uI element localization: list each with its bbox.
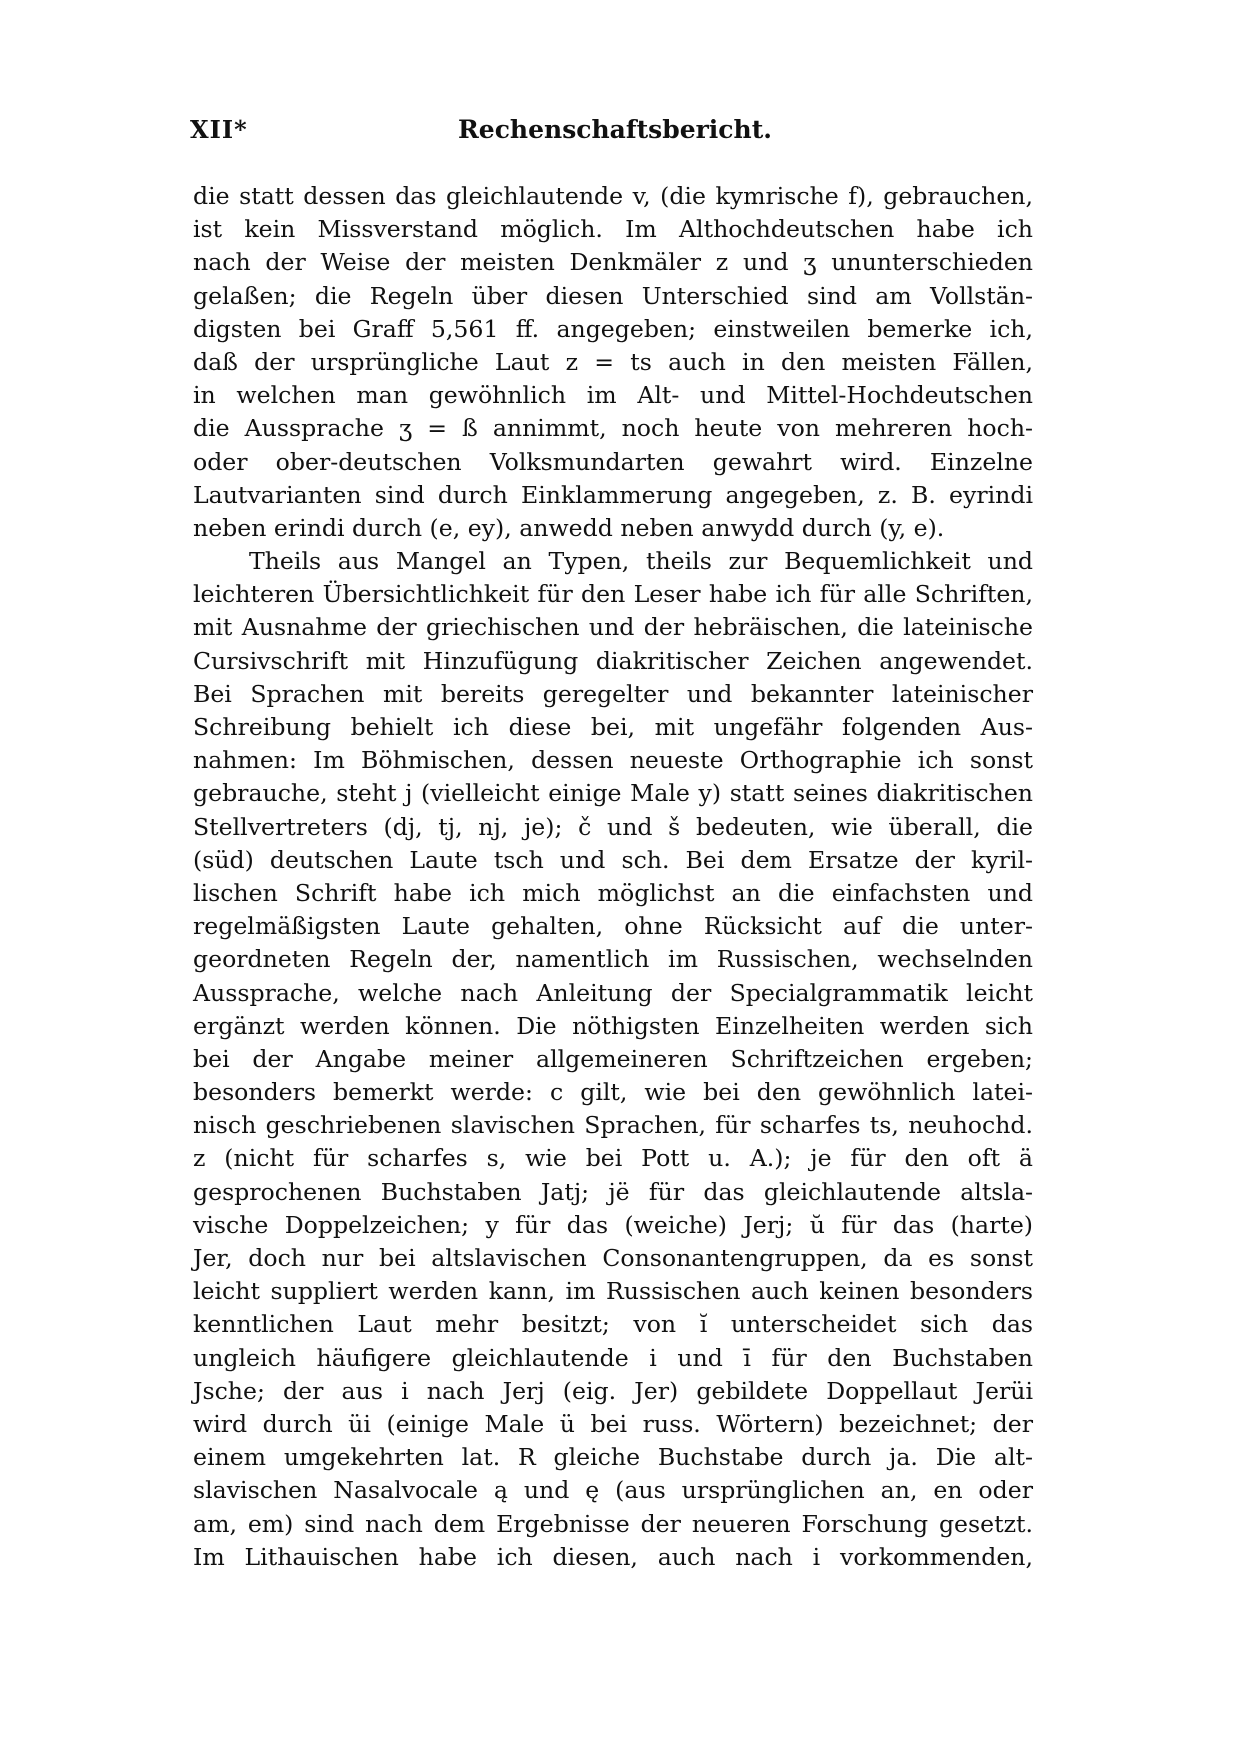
text-line: Bei Sprachen mit bereits geregelter und bekannter lateinischer: [193, 679, 1033, 708]
text-line: Aussprache, welche nach Anleitung der Specialgrammatik leicht: [193, 978, 1033, 1007]
text-line: besonders bemerkt werde: c gilt, wie bei den gewöhnlich latei-: [193, 1078, 1033, 1107]
text-line: Theils aus Mangel an Typen, theils zur Bequemlichkeit und: [249, 547, 1033, 576]
text-line: kenntlichen Laut mehr besitzt; von ĭ unterscheidet sich das: [193, 1310, 1033, 1339]
text-line: daß der ursprüngliche Laut z = ts auch in den meisten Fällen,: [193, 347, 1033, 376]
text-line: slavischen Nasalvocale ą und ę (aus ursprünglichen an, en oder: [193, 1476, 1033, 1505]
text-line: Schreibung behielt ich diese bei, mit ungefähr folgenden Aus-: [193, 713, 1033, 741]
page-number: XII*: [190, 115, 248, 144]
running-title: Rechenschaftsbericht.: [458, 115, 772, 144]
text-line: in welchen man gewöhnlich im Alt- und Mittel-Hochdeutschen: [193, 381, 1033, 410]
text-line: z (nicht für scharfes s, wie bei Pott u. A.); je für den oft ä: [193, 1144, 1033, 1173]
page-header: [190, 115, 1040, 155]
text-line: Lautvarianten sind durch Einklammerung angegeben, z. B. eyrindi: [193, 480, 1033, 509]
text-line: mit Ausnahme der griechischen und der hebräischen, die lateinische: [193, 613, 1033, 642]
text-line: bei der Angabe meiner allgemeineren Schriftzeichen ergeben;: [193, 1044, 1033, 1073]
text-line: Jer, doch nur bei altslavischen Consonantengruppen, da es sonst: [193, 1244, 1033, 1272]
text-line: Jsche; der aus i nach Jerj (eig. Jer) gebildete Doppellaut Jerüi: [193, 1376, 1033, 1405]
text-line: leichteren Übersichtlichkeit für den Leser habe ich für alle Schriften,: [193, 580, 1033, 609]
text-line: gesprochenen Buchstaben Jatj; jë für das gleichlautende altsla-: [193, 1177, 1033, 1206]
text-line: die Aussprache ʒ = ß annimmt, noch heute von mehreren hoch-: [193, 414, 1033, 443]
text-line: geordneten Regeln der, namentlich im Russischen, wechselnden: [193, 945, 1033, 974]
text-line: nahmen: Im Böhmischen, dessen neueste Orthographie ich sonst: [193, 746, 1033, 775]
text-line: nach der Weise der meisten Denkmäler z und ʒ ununterschieden: [193, 248, 1033, 277]
text-line: einem umgekehrten lat. R gleiche Buchstabe durch ja. Die alt-: [193, 1443, 1033, 1472]
text-line: regelmäßigsten Laute gehalten, ohne Rücksicht auf die unter-: [193, 912, 1033, 941]
text-line: Cursivschrift mit Hinzufügung diakritischer Zeichen angewendet.: [193, 646, 1033, 675]
text-line: die statt dessen das gleichlautende v, (die kymrische f), gebrauchen,: [193, 182, 1033, 210]
text-line: am, em) sind nach dem Ergebnisse der neueren Forschung gesetzt.: [193, 1509, 1033, 1538]
text-line: Im Lithauischen habe ich diesen, auch nach i vorkommenden,: [193, 1542, 1033, 1571]
text-line: leicht suppliert werden kann, im Russischen auch keinen besonders: [193, 1277, 1033, 1306]
text-line: ungleich häufigere gleichlautende i und ī für den Buchstaben: [193, 1343, 1033, 1372]
text-line: gebrauche, steht j (vielleicht einige Male y) statt seines diakritischen: [193, 779, 1033, 808]
text-line: ist kein Missverstand möglich. Im Althochdeutschen habe ich: [193, 215, 1033, 244]
text-line: digsten bei Graff 5,561 ff. angegeben; einstweilen bemerke ich,: [193, 314, 1033, 343]
text-line: gelaßen; die Regeln über diesen Unterschied sind am Vollstän-: [193, 281, 1033, 310]
text-line: vische Doppelzeichen; y für das (weiche) Jerj; ŭ für das (harte): [193, 1210, 1033, 1239]
text-line: Stellvertreters (dj, tj, nj, je); č und š bedeuten, wie überall, die: [193, 812, 1033, 841]
text-line: ergänzt werden können. Die nöthigsten Einzelheiten werden sich: [193, 1011, 1033, 1040]
text-line: nisch geschriebenen slavischen Sprachen, für scharfes ts, neuhochd.: [193, 1111, 1033, 1140]
text-line: lischen Schrift habe ich mich möglichst an die einfachsten und: [193, 878, 1033, 907]
text-line: neben erindi durch (e, ey), anwedd neben anwydd durch (y, e).: [193, 513, 945, 542]
text-line: wird durch üi (einige Male ü bei russ. Wörtern) bezeichnet; der: [193, 1409, 1033, 1438]
body-text: [193, 180, 1033, 1574]
text-line: (süd) deutschen Laute tsch und sch. Bei dem Ersatze der kyril-: [193, 845, 1033, 874]
text-line: oder ober-deutschen Volksmundarten gewahrt wird. Einzelne: [193, 447, 1033, 476]
